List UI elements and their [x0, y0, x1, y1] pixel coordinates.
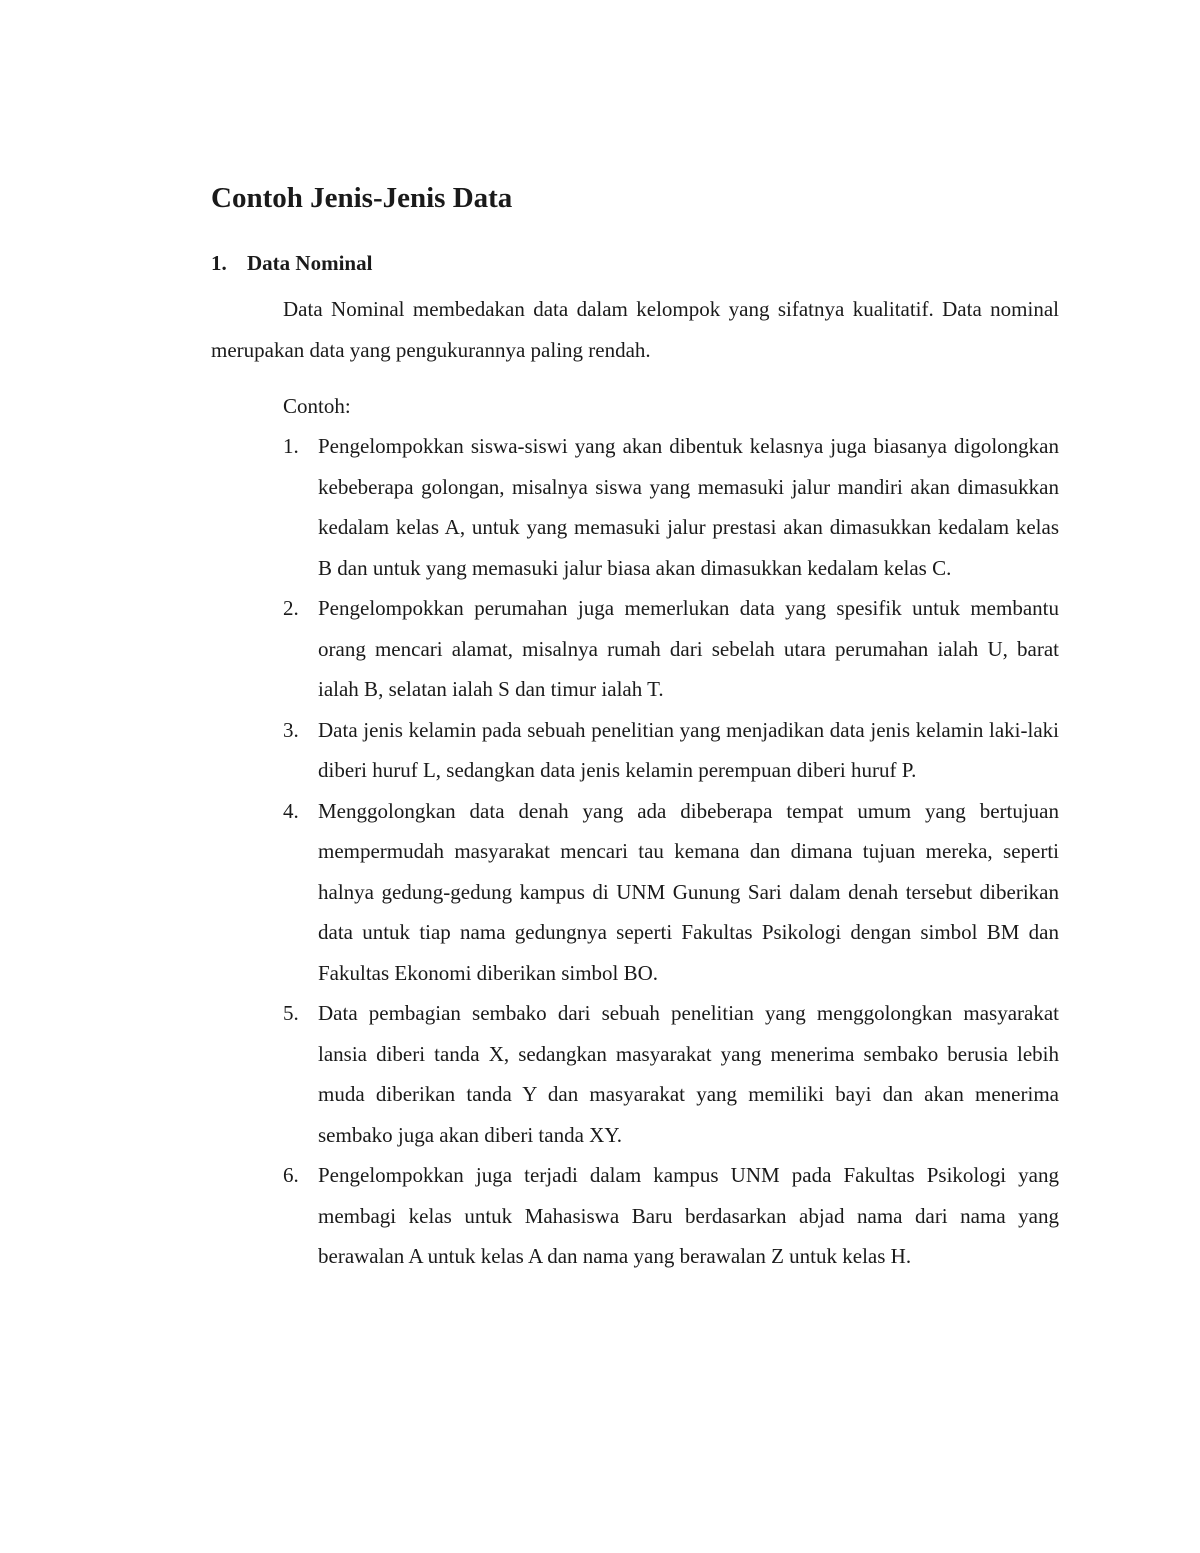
section-heading — [211, 248, 372, 278]
example-item-2 — [283, 588, 1059, 710]
example-number: 2. — [283, 596, 299, 620]
example-number: 1. — [283, 434, 299, 458]
section-number: 1. — [211, 251, 227, 275]
examples-list — [283, 426, 1059, 1277]
example-text: Pengelompokkan juga terjadi dalam kampus UNM pada Fakultas Psikologi yang membagi kelas untuk Mahasiswa Baru berdasarkan abjad nama dari nama yang berawalan A untuk kelas A dan nama yang berawalan Z untuk kelas H. — [318, 1163, 1059, 1268]
example-item-1 — [283, 426, 1059, 588]
example-text: Menggolongkan data denah yang ada dibeberapa tempat umum yang bertujuan mempermudah masyarakat mencari tau kemana dan dimana tujuan mereka, seperti halnya gedung-gedung kampus di UNM Gunung Sari dalam denah tersebut diberikan data untuk tiap nama gedungnya seperti Fakultas Psikologi dengan simbol BM dan Fakultas Ekonomi diberikan simbol BO. — [318, 798, 1059, 985]
example-text: Data pembagian sembako dari sebuah penelitian yang menggolongkan masyarakat lansia diberi tanda X, sedangkan masyarakat yang menerima sembako berusia lebih muda diberikan tanda Y dan masyarakat yang memiliki bayi dan akan menerima sembako juga akan diberi tanda XY. — [318, 1001, 1059, 1147]
section-intro-paragraph: Data Nominal membedakan data dalam kelompok yang sifatnya kualitatif. Data nominal merupakan data yang pengukurannya paling rendah. — [211, 297, 1059, 362]
examples-label: Contoh: — [283, 394, 351, 418]
example-number: 6. — [283, 1163, 299, 1187]
example-item-6 — [283, 1155, 1059, 1277]
example-text: Pengelompokkan perumahan juga memerlukan data yang spesifik untuk membantu orang mencari alamat, misalnya rumah dari sebelah utara perumahan ialah U, barat ialah B, selatan ialah S dan timur ialah T. — [318, 596, 1059, 701]
section-title: Data Nominal — [247, 251, 373, 275]
example-number: 5. — [283, 1001, 299, 1025]
example-item-5 — [283, 993, 1059, 1155]
example-item-3 — [283, 710, 1059, 791]
example-number: 4. — [283, 798, 299, 823]
example-number: 3. — [283, 717, 299, 742]
example-text: Pengelompokkan siswa-siswi yang akan dibentuk kelasnya juga biasanya digolongkan kebeberapa golongan, misalnya siswa yang memasuki jalur mandiri akan dimasukkan kedalam kelas A, untuk yang memasuki jalur prestasi akan dimasukkan kedalam kelas B dan untuk yang memasuki jalur biasa akan dimasukkan kedalam kelas C. — [318, 434, 1059, 580]
example-item-4 — [283, 791, 1059, 994]
document-title: Contoh Jenis-Jenis Data — [211, 182, 513, 214]
example-text: Data jenis kelamin pada sebuah penelitian yang menjadikan data jenis kelamin laki-laki diberi huruf L, sedangkan data jenis kelamin perempuan diberi huruf P. — [318, 717, 1059, 782]
